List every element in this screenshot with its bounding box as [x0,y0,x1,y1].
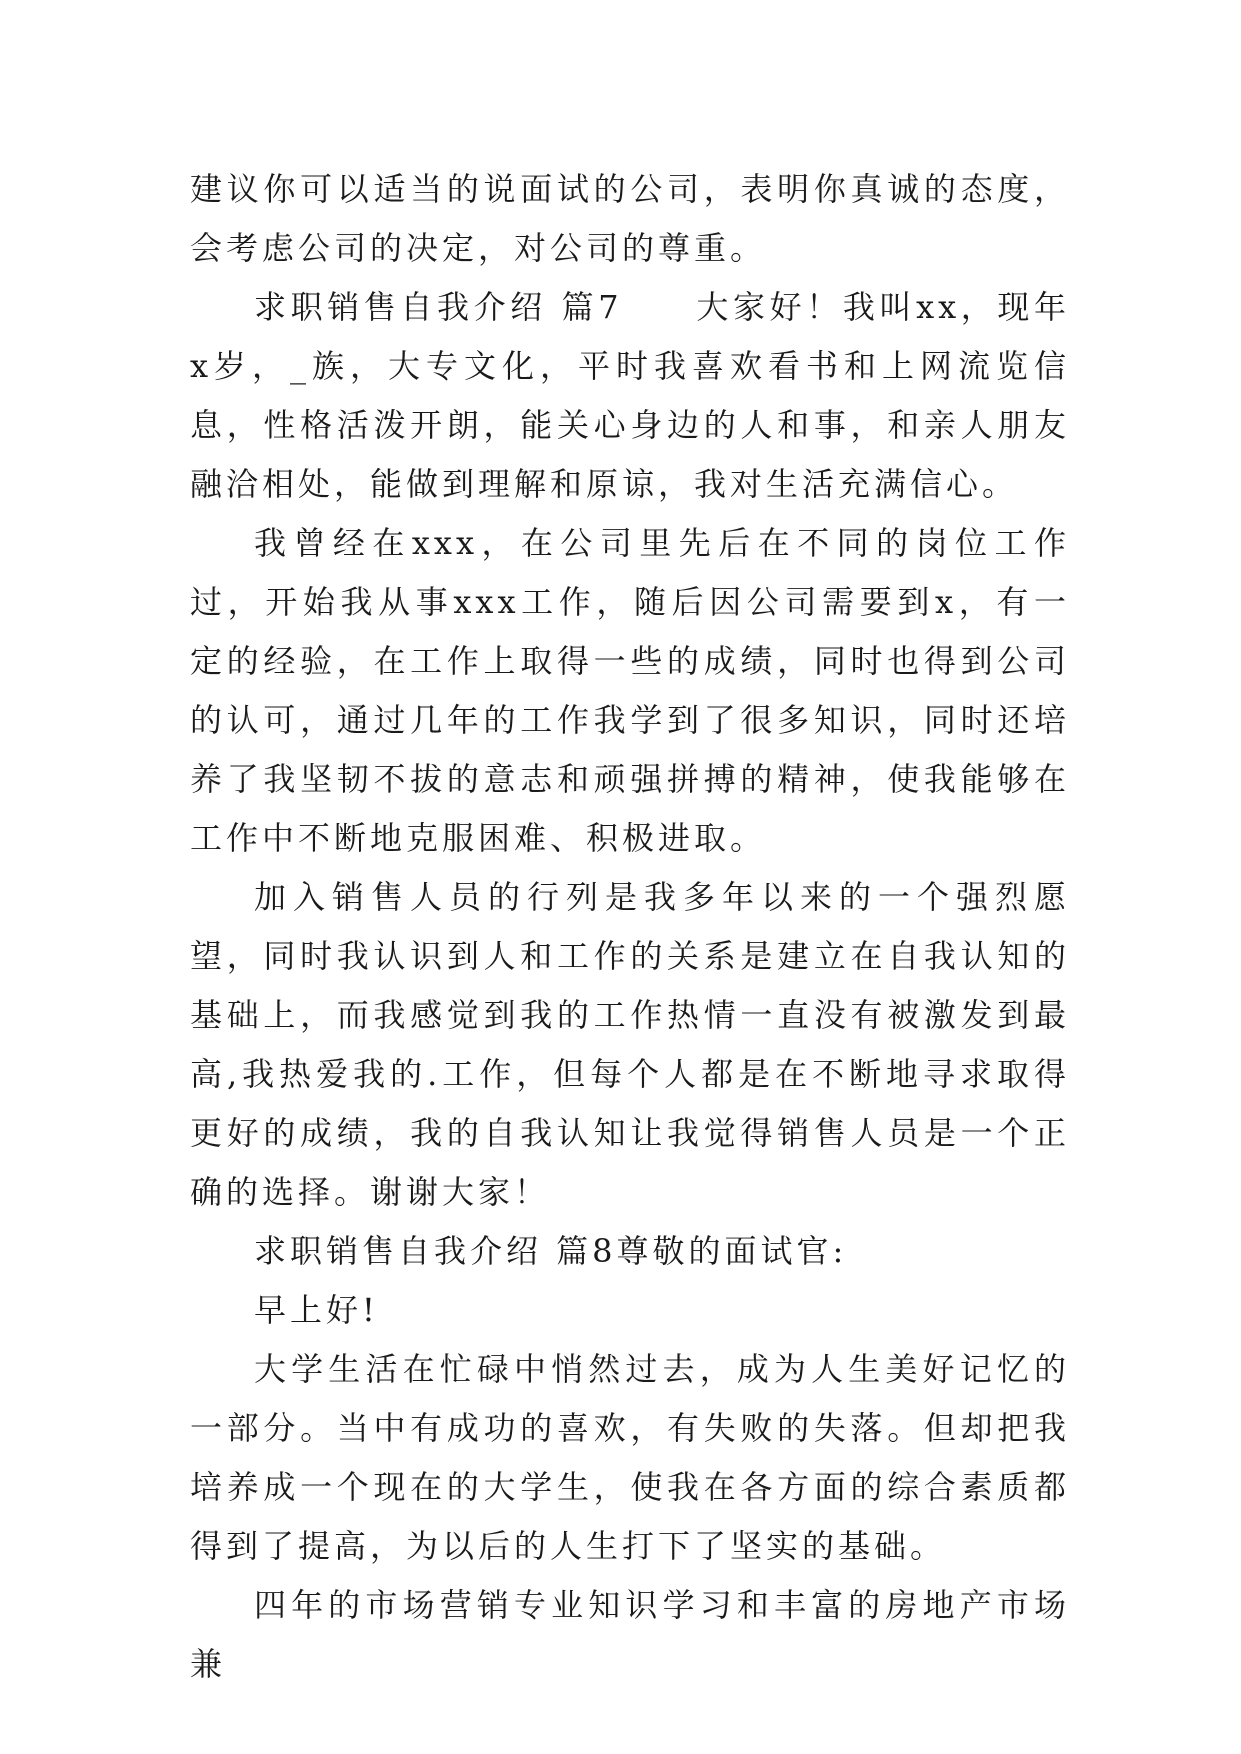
document-body [190,160,1070,1694]
paragraph-7: 大学生活在忙碌中悄然过去，成为人生美好记忆的一部分。当中有成功的喜欢，有失败的失落。但却把我培养成一个现在的大学生，使我在各方面的综合素质都得到了提高，为以后的人生打下了坚实的基础。 [190,1350,1070,1565]
paragraph-4: 加入销售人员的行列是我多年以来的一个强烈愿望，同时我认识到人和工作的关系是建立在自我认知的基础上，而我感觉到我的工作热情一直没有被激发到最高,我热爱我的.工作，但每个人都是在不断地寻求取得更好的成绩，我的自我认知让我觉得销售人员是一个正确的选择。谢谢大家！ [190,878,1070,1211]
paragraph-2: 求职销售自我介绍 篇7 大家好！我叫xx，现年x岁，_族，大专文化，平时我喜欢看书和上网流览信息，性格活泼开朗，能关心身边的人和事，和亲人朋友融洽相处，能做到理解和原谅，我对生活充满信心。 [190,288,1070,503]
paragraph-6: 早上好! [254,1291,379,1329]
paragraph-5: 求职销售自我介绍 篇8尊敬的面试官: [254,1232,848,1270]
paragraph-3: 我曾经在xxx，在公司里先后在不同的岗位工作过，开始我从事xxx工作，随后因公司需要到x，有一定的经验，在工作上取得一些的成绩，同时也得到公司的认可，通过几年的工作我学到了很多知识，同时还培养了我坚韧不拔的意志和顽强拼搏的精神，使我能够在工作中不断地克服困难、积极进取。 [190,524,1070,857]
paragraph-8: 四年的市场营销专业知识学习和丰富的房地产市场兼 [190,1586,1070,1683]
paragraph-1: 建议你可以适当的说面试的公司，表明你真诚的态度，会考虑公司的决定，对公司的尊重。 [190,170,1070,267]
